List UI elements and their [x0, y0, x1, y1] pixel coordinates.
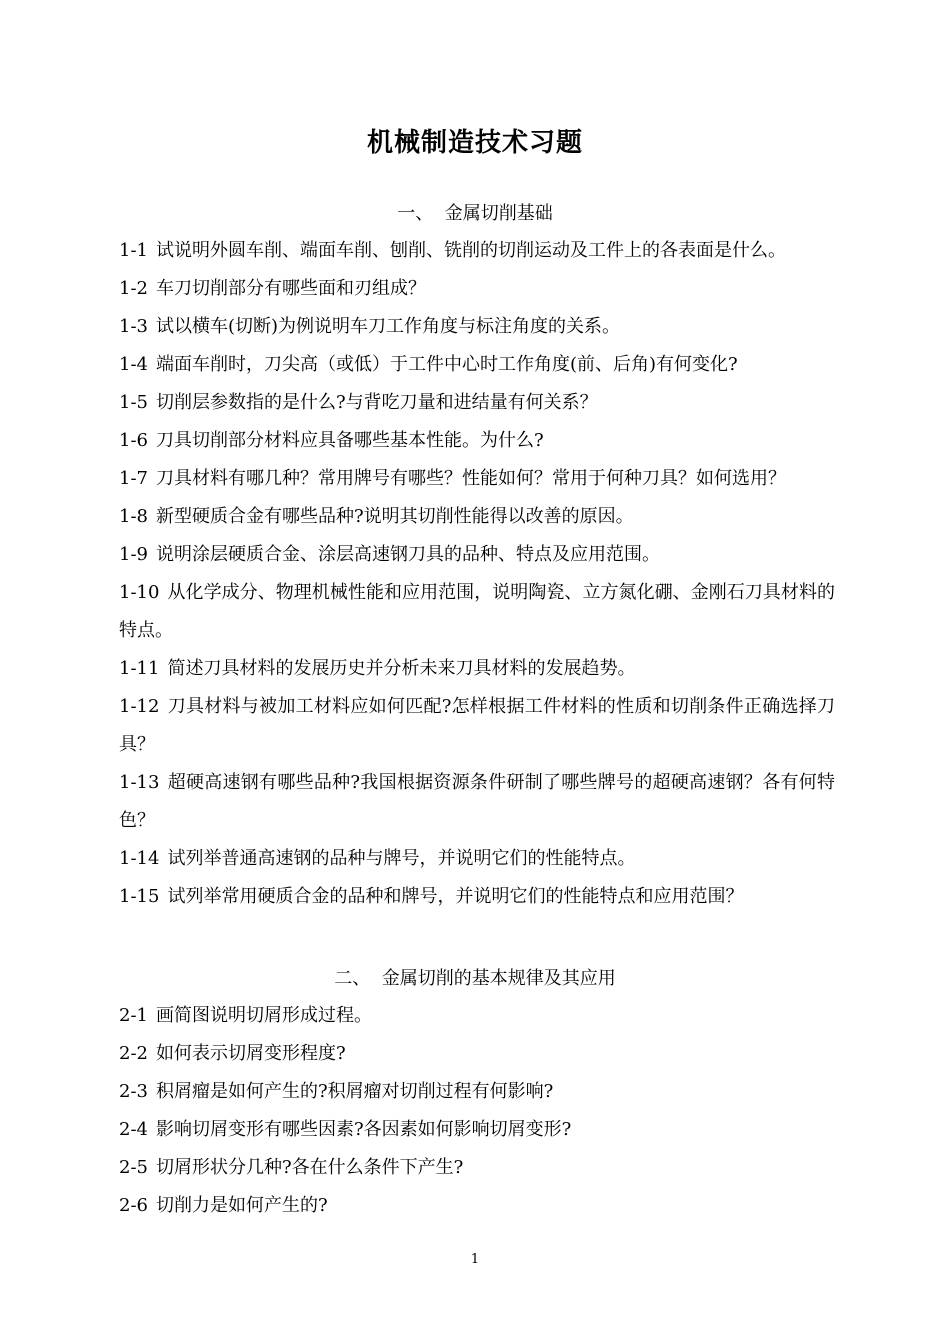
question-number: 1-8 — [119, 506, 148, 527]
question-text: 刀具切削部分材料应具备哪些基本性能。为什么? — [156, 430, 544, 451]
question-number: 1-11 — [119, 658, 160, 679]
question-item — [119, 1035, 835, 1073]
question-list-1 — [119, 232, 835, 916]
question-number: 1-2 — [119, 278, 148, 299]
question-item — [119, 460, 835, 498]
question-number: 2-2 — [119, 1043, 148, 1064]
question-item — [119, 1073, 835, 1111]
question-text: 影响切屑变形有哪些因素?各因素如何影响切屑变形? — [156, 1119, 572, 1140]
question-number: 1-7 — [119, 468, 148, 489]
question-number: 2-5 — [119, 1157, 148, 1178]
page-number: 1 — [470, 1252, 480, 1267]
question-text: 刀具材料与被加工材料应如何匹配?怎样根据工件材料的性质和切削条件正确选择刀具？ — [119, 696, 835, 755]
question-item — [119, 997, 835, 1035]
question-item — [119, 232, 835, 270]
question-number: 1-13 — [119, 772, 160, 793]
question-text: 切削层参数指的是什么?与背吃刀量和进结量有何关系？ — [156, 392, 598, 413]
question-number: 1-9 — [119, 544, 148, 565]
question-item — [119, 498, 835, 536]
question-list-2 — [119, 997, 835, 1225]
section-heading-2: 二、 金属切削的基本规律及其应用 — [334, 968, 616, 989]
question-number: 1-12 — [119, 696, 160, 717]
question-text: 刀具材料有哪几种？常用牌号有哪些？性能如何？常用于何种刀具？如何选用？ — [156, 468, 786, 489]
question-number: 1-10 — [119, 582, 160, 603]
question-item — [119, 650, 835, 688]
question-item — [119, 536, 835, 574]
question-text: 车刀切削部分有哪些面和刃组成？ — [156, 278, 426, 299]
question-number: 1-6 — [119, 430, 148, 451]
question-item — [119, 384, 835, 422]
question-text: 端面车削时，刀尖高（或低）于工件中心时工作角度(前、后角)有何变化? — [156, 354, 738, 375]
question-text: 试说明外圆车削、端面车削、刨削、铣削的切削运动及工件上的各表面是什么。 — [156, 240, 786, 261]
question-item — [119, 1149, 835, 1187]
question-number: 2-4 — [119, 1119, 148, 1140]
question-number: 1-5 — [119, 392, 148, 413]
question-item — [119, 308, 835, 346]
question-text: 切削力是如何产生的? — [156, 1195, 328, 1216]
question-number: 1-1 — [119, 240, 148, 261]
question-text: 试列举常用硬质合金的品种和牌号，并说明它们的性能特点和应用范围？ — [167, 886, 744, 907]
question-item — [119, 1111, 835, 1149]
question-text: 切屑形状分几种?各在什么条件下产生? — [156, 1157, 464, 1178]
question-text: 说明涂层硬质合金、涂层高速钢刀具的品种、特点及应用范围。 — [156, 544, 660, 565]
question-text: 新型硬质合金有哪些品种?说明其切削性能得以改善的原因。 — [156, 506, 634, 527]
question-item — [119, 1187, 835, 1225]
question-text: 如何表示切屑变形程度? — [156, 1043, 346, 1064]
question-number: 2-1 — [119, 1005, 148, 1026]
question-item — [119, 878, 835, 916]
question-number: 1-4 — [119, 354, 148, 375]
question-number: 2-3 — [119, 1081, 148, 1102]
question-number: 1-3 — [119, 316, 148, 337]
question-item — [119, 688, 835, 764]
page-title: 机械制造技术习题 — [366, 128, 583, 159]
question-text: 简述刀具材料的发展历史并分析未来刀具材料的发展趋势。 — [167, 658, 636, 679]
question-text: 画简图说明切屑形成过程。 — [156, 1005, 372, 1026]
section-heading-1: 一、 金属切削基础 — [397, 203, 553, 224]
question-text: 试以横车(切断)为例说明车刀工作角度与标注角度的关系。 — [156, 316, 621, 337]
question-item — [119, 270, 835, 308]
question-text: 试列举普通高速钢的品种与牌号，并说明它们的性能特点。 — [167, 848, 636, 869]
question-number: 1-14 — [119, 848, 160, 869]
question-item — [119, 840, 835, 878]
question-number: 1-15 — [119, 886, 160, 907]
question-text: 超硬高速钢有哪些品种?我国根据资源条件研制了哪些牌号的超硬高速钢？各有何特色？ — [119, 772, 835, 831]
question-number: 2-6 — [119, 1195, 148, 1216]
question-text: 积屑瘤是如何产生的?积屑瘤对切削过程有何影响? — [156, 1081, 554, 1102]
question-text: 从化学成分、物理机械性能和应用范围，说明陶瓷、立方氮化硼、金刚石刀具材料的特点。 — [119, 582, 835, 641]
question-item — [119, 574, 835, 650]
question-item — [119, 764, 835, 840]
question-item — [119, 422, 835, 460]
question-item — [119, 346, 835, 384]
